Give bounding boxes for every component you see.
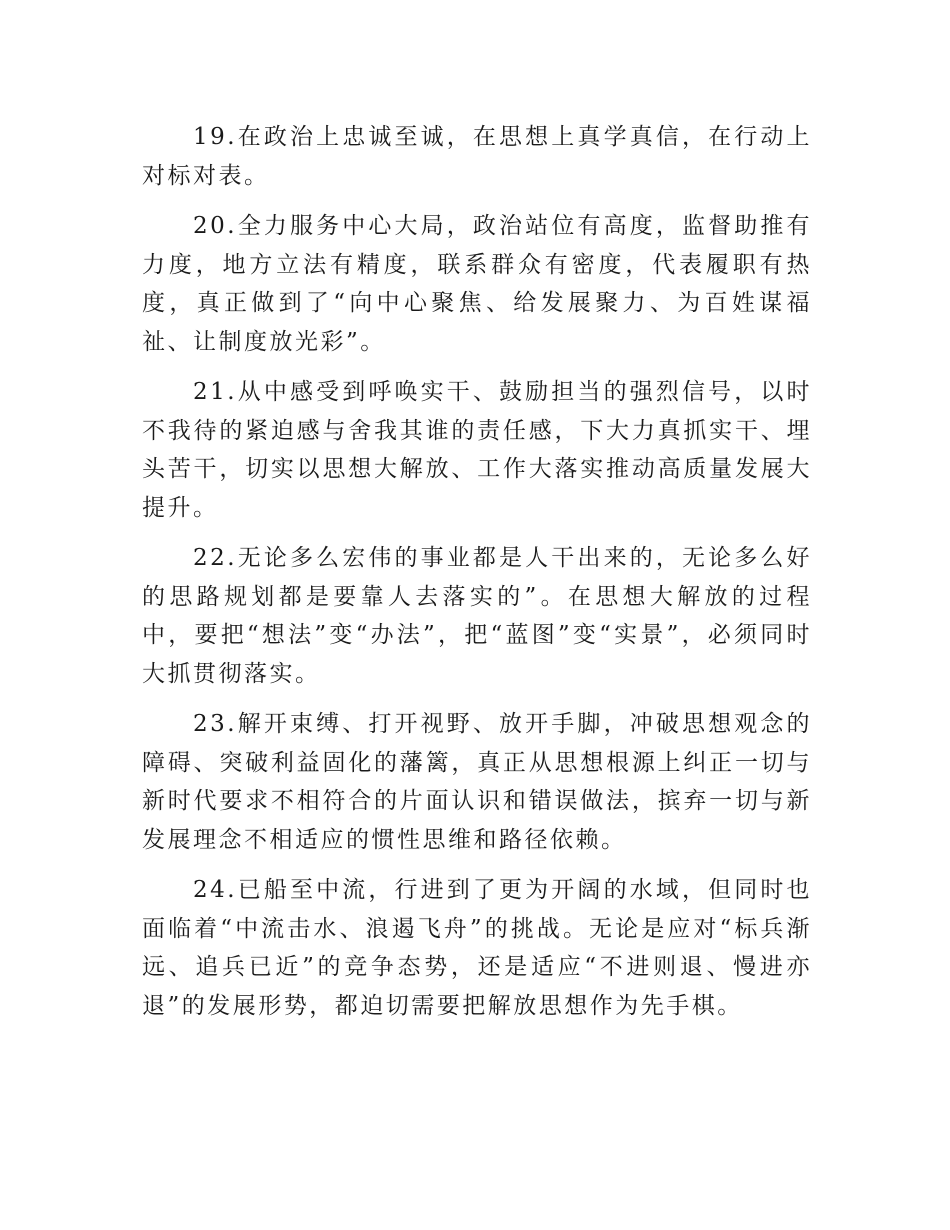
paragraph-21: 21.从中感受到呼唤实干、鼓励担当的强烈信号，以时不我待的紧迫感与舍我其谁的责任感，下大力真抓实干、埋头苦干，切实以思想大解放、工作大落实推动高质量发展大提升。: [142, 379, 812, 521]
paragraph-19: 19.在政治上忠诚至诚，在思想上真学真信，在行动上对标对表。: [142, 124, 812, 189]
document-body: [142, 118, 812, 1037]
paragraph-24: 24.已船至中流，行进到了更为开阔的水域，但同时也面临着“中流击水、浪遏飞舟”的挑战。无论是应对“标兵渐远、追兵已近”的竞争态势，还是适应“不进则退、慢进亦退”的发展形势，都迫切需要把解放思想作为先手棋。: [142, 877, 812, 1019]
paragraph-20: 20.全力服务中心大局，政治站位有高度，监督助推有力度，地方立法有精度，联系群众有密度，代表履职有热度，真正做到了“向中心聚焦、给发展聚力、为百姓谋福祉、让制度放光彩”。: [142, 213, 812, 355]
paragraph-23: 23.解开束缚、打开视野、放开手脚，冲破思想观念的障碍、突破利益固化的藩篱，真正从思想根源上纠正一切与新时代要求不相符合的片面认识和错误做法，摈弃一切与新发展理念不相适应的惯性思维和路径依赖。: [142, 711, 812, 853]
paragraph-22: 22.无论多么宏伟的事业都是人干出来的，无论多么好的思路规划都是要靠人去落实的”。在思想大解放的过程中，要把“想法”变“办法”，把“蓝图”变“实景”，必须同时大抓贯彻落实。: [142, 545, 812, 687]
